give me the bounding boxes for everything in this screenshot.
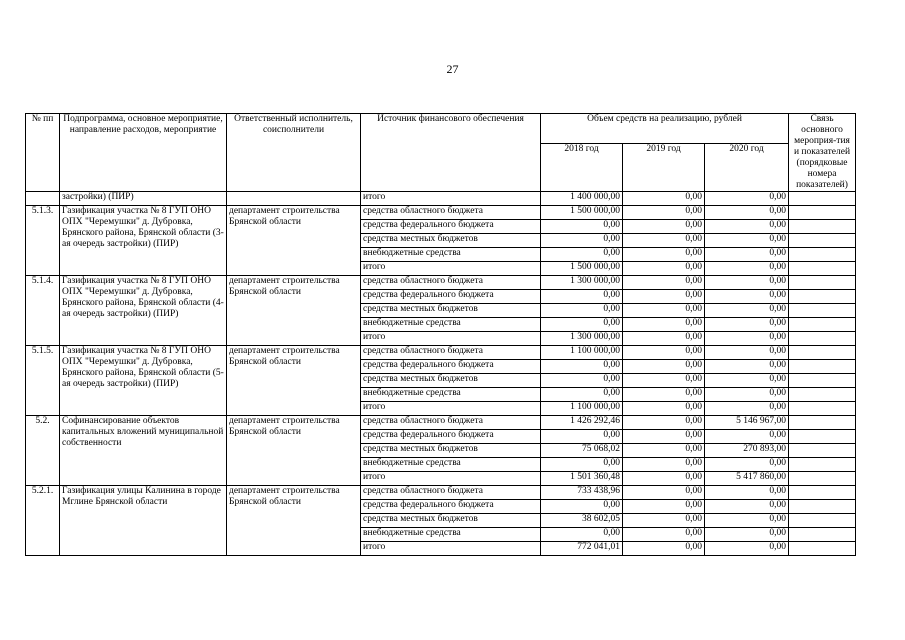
header-year-2018: 2018 год (541, 143, 623, 192)
finance-source: внебюджетные средства (361, 388, 541, 402)
amount-y2020: 0,00 (705, 262, 789, 276)
indicator-link (789, 234, 856, 248)
amount-y2020: 0,00 (705, 304, 789, 318)
finance-source: итого (361, 262, 541, 276)
finance-source: средства местных бюджетов (361, 514, 541, 528)
amount-y2018: 0,00 (541, 248, 623, 262)
amount-y2019: 0,00 (623, 444, 705, 458)
amount-y2019: 0,00 (623, 500, 705, 514)
amount-y2020: 0,00 (705, 276, 789, 290)
header-link: Связь основного мероприя-тия и показателей (порядковые номера показателей) (789, 114, 856, 192)
finance-source: средства федерального бюджета (361, 220, 541, 234)
row-executor: департамент строительства Брянской области (227, 276, 361, 346)
amount-y2019: 0,00 (623, 486, 705, 500)
amount-y2019: 0,00 (623, 234, 705, 248)
header-num: № пп (26, 114, 60, 192)
amount-y2018: 0,00 (541, 234, 623, 248)
amount-y2018: 1 500 000,00 (541, 206, 623, 220)
table-row (26, 486, 856, 500)
amount-y2020: 0,00 (705, 360, 789, 374)
row-executor: департамент строительства Брянской области (227, 416, 361, 486)
indicator-link (789, 318, 856, 332)
finance-source: итого (361, 332, 541, 346)
amount-y2020: 0,00 (705, 542, 789, 556)
amount-y2020: 0,00 (705, 430, 789, 444)
amount-y2019: 0,00 (623, 416, 705, 430)
indicator-link (789, 248, 856, 262)
header-executor: Ответственный исполнитель, соисполнители (227, 114, 361, 192)
finance-source: итого (361, 192, 541, 206)
table-header (26, 114, 856, 192)
finance-source: внебюджетные средства (361, 318, 541, 332)
row-program-name: Газификация улицы Калинина в городе Мглине Брянской области (60, 486, 227, 556)
indicator-link (789, 388, 856, 402)
amount-y2020: 0,00 (705, 402, 789, 416)
amount-y2019: 0,00 (623, 192, 705, 206)
amount-y2018: 75 068,02 (541, 444, 623, 458)
amount-y2020: 0,00 (705, 374, 789, 388)
finance-source: итого (361, 402, 541, 416)
indicator-link (789, 444, 856, 458)
amount-y2018: 0,00 (541, 360, 623, 374)
amount-y2018: 0,00 (541, 290, 623, 304)
row-number (26, 192, 60, 206)
table-body (26, 192, 856, 556)
finance-source: внебюджетные средства (361, 528, 541, 542)
amount-y2019: 0,00 (623, 206, 705, 220)
table-row (26, 206, 856, 220)
indicator-link (789, 528, 856, 542)
amount-y2020: 0,00 (705, 248, 789, 262)
finance-source: средства местных бюджетов (361, 444, 541, 458)
amount-y2018: 1 400 000,00 (541, 192, 623, 206)
amount-y2018: 1 300 000,00 (541, 276, 623, 290)
amount-y2019: 0,00 (623, 220, 705, 234)
indicator-link (789, 542, 856, 556)
amount-y2018: 0,00 (541, 318, 623, 332)
row-program-name: застройки) (ПИР) (60, 192, 227, 206)
amount-y2019: 0,00 (623, 318, 705, 332)
amount-y2018: 1 100 000,00 (541, 346, 623, 360)
amount-y2019: 0,00 (623, 514, 705, 528)
indicator-link (789, 262, 856, 276)
amount-y2019: 0,00 (623, 430, 705, 444)
amount-y2018: 733 438,96 (541, 486, 623, 500)
row-program-name: Газификация участка № 8 ГУП ОНО ОПХ "Черемушки" д. Дубровка, Брянского района, Брянской области (4-ая очередь застройки) (ПИР) (60, 276, 227, 346)
finance-source: средства федерального бюджета (361, 360, 541, 374)
amount-y2020: 5 417 860,00 (705, 472, 789, 486)
finance-source: итого (361, 472, 541, 486)
indicator-link (789, 332, 856, 346)
finance-source: средства федерального бюджета (361, 500, 541, 514)
indicator-link (789, 402, 856, 416)
finance-source: средства местных бюджетов (361, 374, 541, 388)
table-row (26, 276, 856, 290)
indicator-link (789, 304, 856, 318)
amount-y2020: 0,00 (705, 192, 789, 206)
indicator-link (789, 360, 856, 374)
amount-y2019: 0,00 (623, 346, 705, 360)
table-row (26, 192, 856, 206)
indicator-link (789, 276, 856, 290)
header-year-2020: 2020 год (705, 143, 789, 192)
page-number: 27 (446, 62, 459, 76)
indicator-link (789, 374, 856, 388)
amount-y2020: 5 146 967,00 (705, 416, 789, 430)
indicator-link (789, 472, 856, 486)
finance-source: внебюджетные средства (361, 248, 541, 262)
amount-y2020: 0,00 (705, 346, 789, 360)
row-executor: департамент строительства Брянской области (227, 486, 361, 556)
amount-y2019: 0,00 (623, 248, 705, 262)
indicator-link (789, 458, 856, 472)
header-volume: Объем средств на реализацию, рублей (541, 114, 789, 144)
amount-y2018: 0,00 (541, 528, 623, 542)
amount-y2020: 0,00 (705, 486, 789, 500)
finance-source: итого (361, 542, 541, 556)
amount-y2019: 0,00 (623, 458, 705, 472)
row-executor: департамент строительства Брянской области (227, 346, 361, 416)
row-executor (227, 192, 361, 206)
finance-source: средства федерального бюджета (361, 290, 541, 304)
finance-source: средства местных бюджетов (361, 304, 541, 318)
row-program-name: Софинансирование объектов капитальных вложений муниципальной собственности (60, 416, 227, 486)
amount-y2018: 0,00 (541, 430, 623, 444)
finance-source: внебюджетные средства (361, 458, 541, 472)
amount-y2020: 0,00 (705, 500, 789, 514)
amount-y2020: 0,00 (705, 206, 789, 220)
amount-y2019: 0,00 (623, 472, 705, 486)
finance-source: средства областного бюджета (361, 276, 541, 290)
indicator-link (789, 486, 856, 500)
amount-y2018: 1 501 360,48 (541, 472, 623, 486)
indicator-link (789, 206, 856, 220)
amount-y2020: 0,00 (705, 514, 789, 528)
indicator-link (789, 430, 856, 444)
row-number: 5.1.4. (26, 276, 60, 346)
row-number: 5.2. (26, 416, 60, 486)
indicator-link (789, 514, 856, 528)
finance-source: средства местных бюджетов (361, 234, 541, 248)
amount-y2020: 0,00 (705, 332, 789, 346)
amount-y2019: 0,00 (623, 304, 705, 318)
header-source: Источник финансового обеспечения (361, 114, 541, 192)
row-program-name: Газификация участка № 8 ГУП ОНО ОПХ "Черемушки" д. Дубровка, Брянского района, Брянской области (5-ая очередь застройки) (ПИР) (60, 346, 227, 416)
finance-source: средства федерального бюджета (361, 430, 541, 444)
amount-y2018: 1 426 292,46 (541, 416, 623, 430)
indicator-link (789, 192, 856, 206)
row-number: 5.2.1. (26, 486, 60, 556)
amount-y2018: 1 300 000,00 (541, 332, 623, 346)
table-row (26, 346, 856, 360)
amount-y2020: 0,00 (705, 528, 789, 542)
indicator-link (789, 220, 856, 234)
amount-y2020: 270 893,00 (705, 444, 789, 458)
indicator-link (789, 290, 856, 304)
amount-y2018: 1 500 000,00 (541, 262, 623, 276)
indicator-link (789, 500, 856, 514)
amount-y2020: 0,00 (705, 290, 789, 304)
amount-y2018: 0,00 (541, 304, 623, 318)
amount-y2018: 38 602,05 (541, 514, 623, 528)
amount-y2018: 1 100 000,00 (541, 402, 623, 416)
amount-y2019: 0,00 (623, 542, 705, 556)
header-year-2019: 2019 год (623, 143, 705, 192)
row-number: 5.1.5. (26, 346, 60, 416)
indicator-link (789, 416, 856, 430)
row-program-name: Газификация участка № 8 ГУП ОНО ОПХ "Черемушки" д. Дубровка, Брянского района, Брянской области (3-ая очередь застройки) (ПИР) (60, 206, 227, 276)
amount-y2019: 0,00 (623, 360, 705, 374)
amount-y2019: 0,00 (623, 332, 705, 346)
amount-y2018: 0,00 (541, 388, 623, 402)
amount-y2018: 0,00 (541, 458, 623, 472)
amount-y2020: 0,00 (705, 220, 789, 234)
budget-table (25, 113, 856, 556)
amount-y2020: 0,00 (705, 318, 789, 332)
amount-y2020: 0,00 (705, 458, 789, 472)
amount-y2018: 0,00 (541, 500, 623, 514)
amount-y2018: 0,00 (541, 374, 623, 388)
amount-y2019: 0,00 (623, 528, 705, 542)
table-row (26, 416, 856, 430)
finance-source: средства областного бюджета (361, 346, 541, 360)
amount-y2018: 772 041,01 (541, 542, 623, 556)
header-program: Подпрограмма, основное мероприятие, направление расходов, мероприятие (60, 114, 227, 192)
amount-y2019: 0,00 (623, 388, 705, 402)
amount-y2019: 0,00 (623, 262, 705, 276)
amount-y2019: 0,00 (623, 276, 705, 290)
amount-y2020: 0,00 (705, 388, 789, 402)
finance-source: средства областного бюджета (361, 486, 541, 500)
amount-y2018: 0,00 (541, 220, 623, 234)
amount-y2020: 0,00 (705, 234, 789, 248)
amount-y2019: 0,00 (623, 374, 705, 388)
amount-y2019: 0,00 (623, 290, 705, 304)
row-executor: департамент строительства Брянской области (227, 206, 361, 276)
amount-y2019: 0,00 (623, 402, 705, 416)
finance-source: средства областного бюджета (361, 206, 541, 220)
row-number: 5.1.3. (26, 206, 60, 276)
indicator-link (789, 346, 856, 360)
finance-source: средства областного бюджета (361, 416, 541, 430)
